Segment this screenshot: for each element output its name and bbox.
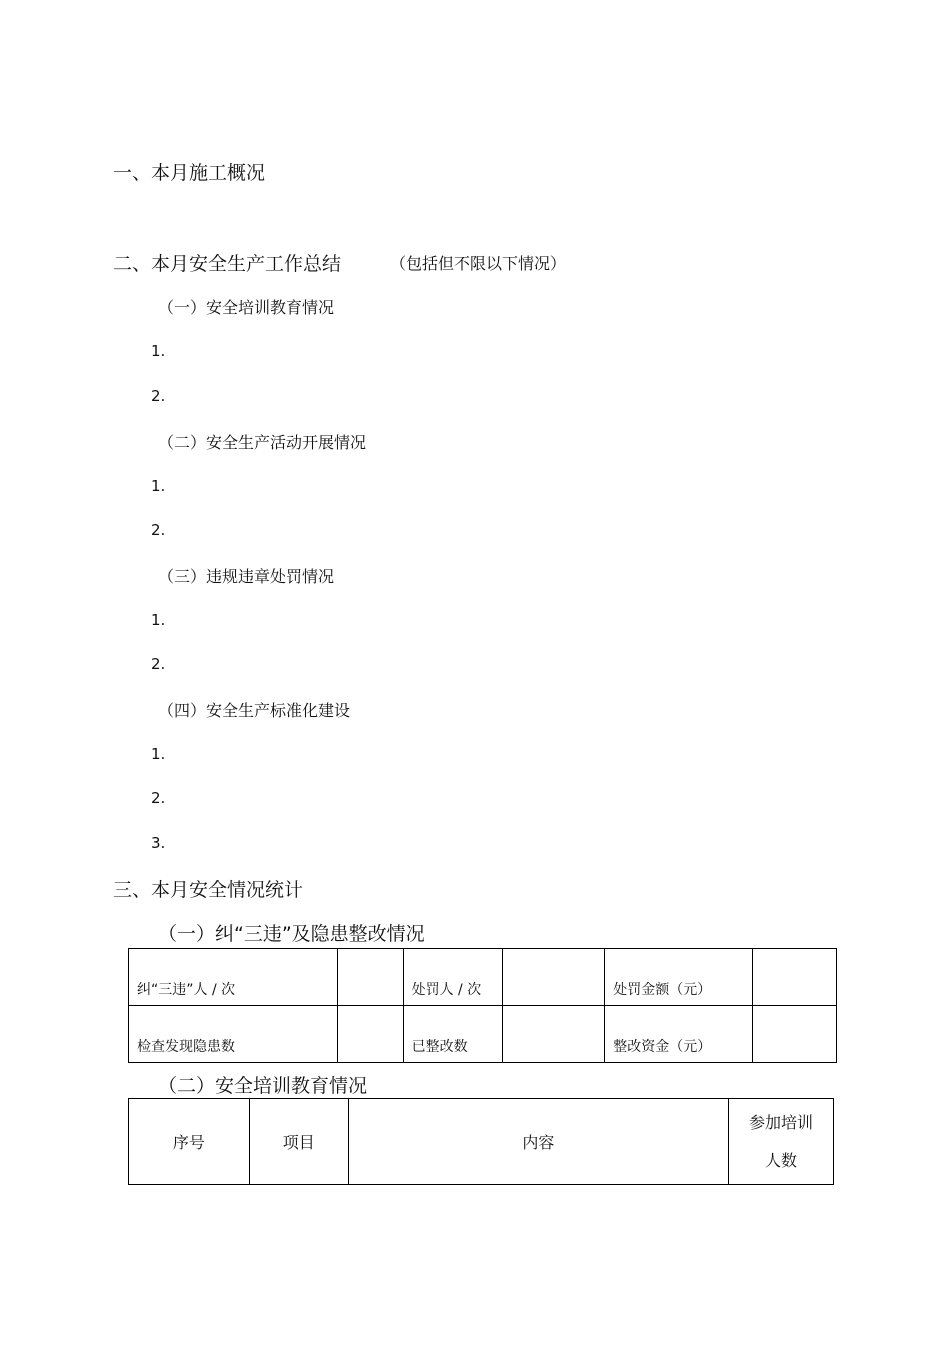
column-header: 序号 xyxy=(129,1099,250,1185)
list-item: 1. xyxy=(151,745,166,763)
section-2-note: （包括但不限以下情况） xyxy=(390,254,567,273)
section-1-title: 一、本月施工概况 xyxy=(113,162,266,184)
table-header-row xyxy=(129,1099,834,1185)
list-item: 2. xyxy=(151,521,166,539)
table-cell: 处罚人 / 次 xyxy=(403,949,503,1006)
list-item: 2. xyxy=(151,387,166,405)
table-cell xyxy=(503,1006,605,1063)
list-item: 1. xyxy=(151,611,166,629)
subsection-2-3-title: （三）违规违章处罚情况 xyxy=(158,567,335,586)
subsection-2-1-title: （一）安全培训教育情况 xyxy=(158,298,335,317)
column-header: 内容 xyxy=(348,1099,728,1185)
table-cell xyxy=(753,1006,837,1063)
column-header xyxy=(729,1099,834,1185)
table-cell: 已整改数 xyxy=(403,1006,503,1063)
table-cell xyxy=(337,1006,403,1063)
header-line: 参加培训 xyxy=(749,1112,814,1132)
subsection-2-4-title: （四）安全生产标准化建设 xyxy=(158,701,351,720)
table-row xyxy=(129,949,837,1006)
violations-table xyxy=(128,948,837,1063)
table-cell: 检查发现隐患数 xyxy=(129,1006,338,1063)
list-item: 1. xyxy=(151,477,166,495)
list-item: 2. xyxy=(151,789,166,807)
table-cell xyxy=(337,949,403,1006)
subsection-2-2-title: （二）安全生产活动开展情况 xyxy=(158,433,367,452)
table-cell xyxy=(503,949,605,1006)
table-cell: 纠“三违”人 / 次 xyxy=(129,949,338,1006)
column-header: 项目 xyxy=(249,1099,348,1185)
header-line: 人数 xyxy=(765,1150,798,1170)
training-table xyxy=(128,1098,834,1185)
table-cell: 整改资金（元） xyxy=(605,1006,753,1063)
subsection-3-2-title: （二）安全培训教育情况 xyxy=(158,1075,368,1097)
table-row xyxy=(129,1006,837,1063)
subsection-3-1-title: （一）纠“三违”及隐患整改情况 xyxy=(158,923,425,945)
table-cell: 处罚金额（元） xyxy=(605,949,753,1006)
section-2-title: 二、本月安全生产工作总结 xyxy=(113,253,342,275)
table-cell xyxy=(753,949,837,1006)
section-3-title: 三、本月安全情况统计 xyxy=(113,879,304,901)
list-item: 3. xyxy=(151,834,166,852)
list-item: 2. xyxy=(151,655,166,673)
list-item: 1. xyxy=(151,342,166,360)
